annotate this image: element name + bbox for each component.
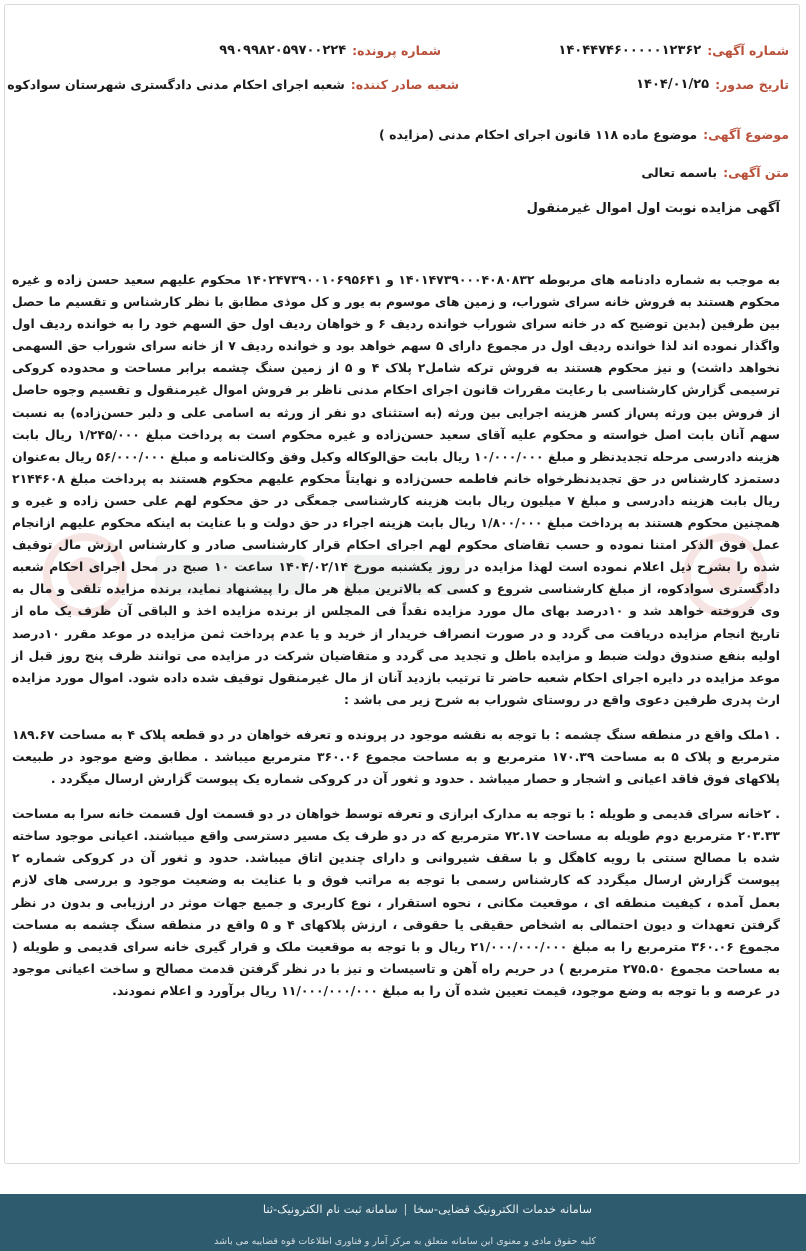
notice-card <box>4 4 800 1164</box>
footer-separator: | <box>403 1202 408 1216</box>
issuing-branch-value: شعبه اجرای احکام مدنی دادگستری شهرستان سوادکوه <box>7 77 345 92</box>
text-label: متن آگهی: <box>723 165 789 180</box>
case-number-label: شماره پرونده: <box>352 43 441 58</box>
notice-number-value: ۱۴۰۴۴۷۴۶۰۰۰۰۰۱۲۳۶۲ <box>558 43 702 58</box>
subject-value: موضوع ماده ۱۱۸ قانون اجرای احکام مدنی (مزایده ) <box>379 127 698 142</box>
footer <box>0 1194 806 1251</box>
issue-date-value: ۱۴۰۴/۰۱/۲۵ <box>636 77 710 92</box>
text-intro: باسمه تعالی <box>641 165 718 180</box>
case-number-row <box>219 43 441 58</box>
issue-date-label: تاریخ صدور: <box>715 77 789 92</box>
subject-row <box>379 127 789 142</box>
case-number-value: ۹۹۰۹۹۸۲۰۵۹۷۰۰۲۲۴ <box>219 43 347 58</box>
issuing-branch-row <box>7 77 459 92</box>
document-title: آگهی مزایده نوبت اول اموال غیرمنقول <box>526 201 780 216</box>
notice-number-row <box>558 43 789 58</box>
subject-label: موضوع آگهی: <box>703 127 789 142</box>
document-body <box>12 269 780 1002</box>
footer-link-sakha[interactable]: سامانه خدمات الکترونیک قضایی-سخا <box>413 1202 592 1216</box>
text-row <box>641 165 789 180</box>
footer-link-sana[interactable]: سامانه ثبت نام الکترونیک-ثنا <box>262 1202 398 1216</box>
main-paragraph: به موجب به شماره دادنامه های مربوطه ۱۴۰۱۴۷۳۹۰۰۰۴۰۸۰۸۳۲ و ۱۴۰۲۴۷۳۹۰۰۱۰۶۹۵۶۴۱ محکوم علیهم سعید حسن زاده و غیره محکوم هستند به فروش خانه سرای شوراب، و زمین های موسوم به یور و کل موذی مطابق با نظر کارشناس و تقسیم ما حصل بین طرفین (بدین توضیح که در خانه سرای شوراب خوانده ردیف ۶ و خواهان ردیف اول حق السهم خود را به خوانده ردیف اول واگذار نموده اند لذا خوانده ردیف اول در مجموع دارای ۵ سهم خواهد بود و خوانده ردیف ۷ از خانه سرای شوراب حق السهمی نخواهد داشت) و نیز محکوم هستند به فروش ترکه شامل۲ پلاک ۴ و ۵ از زمین سنگ چشمه برابر مساحت و محدوده کروکی ترسیمی گزارش کارشناسی با رعایت مقررات قانون اجرای احکام مدنی ناظر بر فروش اموال غیرمنقول و تقسیم وجوه حاصل از فروش بین ورثه پس‌از کسر هزینه اجرایی بین ورثه (به استثنای دو نفر از ورثه به اسامی علی و دلبر حسن‌زاده) به نسبت سهم آنان بابت اصل خواسته و محکوم علیه آقای سعید حسن‌زاده و غیره محکوم است به پرداخت مبلغ ۱/۲۴۵/۰۰۰ ریال بابت هزینه دادرسی مرحله تجدیدنظر و مبلغ ۱۰/۰۰۰/۰۰۰ ریال بابت حق‌الوکاله وکیل وفق وکالت‌نامه و مبلغ ۵۶/۰۰۰/۰۰۰ ریال به‌عنوان دستمزد کارشناس در حق تجدیدنظرخواه خانم فاطمه حسن‌زاده و نهایتاً محکوم علیهم محکوم هستند به پرداخت مبلغ ۲۱۴۴۶۰۸ ریال بابت هزینه دادرسی و مبلغ ۷ میلیون ریال بابت هزینه کارشناسی جمعگی در حق محکوم لهم علی حسن زاده و غیره و همچنین محکوم هستند به پرداخت مبلغ ۱/۸۰۰/۰۰۰ ریال بابت هزینه اجراء در حق دولت و با عنایت به اینکه محکوم علیهم ازانجام عمل فوق الذکر امتنا نموده و حسب تقاضای محکوم لهم اجرای احکام قرار کارشناسی صادر و کارشناس ارزش مال توقیف شده را بشرح ذیل اعلام نموده است لهذا مزایده در روز یکشنبه مورخ ۱۴۰۴/۰۲/۱۴ ساعت ۱۰ صبح در محل اجرای احکام شعبه دادگستری سوادکوه، از مبلغ کارشناسی شروع و کسی که بالاترین مبلغ هر مال را پیشنهاد نماید، برنده مزایده تلقی و مال به وی فروخته خواهد شد و ۱۰درصد بهای مال مورد مزایده نقداً فی المجلس از برنده مزایده اخذ و الباقی آن ظرف یک ماه از تاریخ انجام مزایده دریافت می گردد و در صورت انصراف خریدار از خرید و یا عدم پرداخت ثمن مزایده در موعد مقرر ۱۰درصد اولیه بنفع صندوق دولت ضبط و مزایده باطل و تجدید می گردد و متقاضیان شرکت در مزایده می توانند ظرف پنج روز قبل از موعد مزایده در دایره اجرای احکام شعبه حاضر تا ترتیب بازدید آنان از مال غیرمنقول توقیف شده داده شود. اموال مورد مزایده ارث پدری طرفین دعوی واقع در روستای شوراب به شرح زیر می باشد : <box>12 272 780 707</box>
issue-date-row <box>636 77 789 92</box>
notice-number-label: شماره آگهی: <box>707 43 789 58</box>
property-item-2: . ۲خانه سرای قدیمی و طویله : با توجه به مدارک ابرازی و تعرفه توسط خواهان در دو قسمت اول قسمت خانه سرا به مساحت ۲۰۳.۳۳ مترمربع دوم طویله به مساحت ۷۲.۱۷ مترمربع که در دو طرف یک مسیر دسترسی واقع میباشند. اعیانی موجود ساخته شده با مصالح سنتی با رویه کاهگل و با سقف شیروانی و دارای چندین اتاق میباشد. حدود و ثغور آن در کروکی شماره ۲ پیوست گزارش ارسال میگردد که کارشناس رسمی با توجه به مراتب فوق و با عنایت به وضعیت موجود و بررسی های لازم بعمل آمده ، کیفیت منطقه ای ، موقعیت مکانی ، نحوه استقرار ، نوع کاربری و جمیع جهات موثر در ارزیابی و بدون در نظر گرفتن تعهدات و دیون احتمالی به اشخاص حقیقی یا حقوقی ، ارزش پلاکهای ۴ و ۵ واقع در منطقه سنگ چشمه به مساحت مجموع ۳۶۰.۰۶ مترمربع را به مبلغ ۲۱/۰۰۰/۰۰۰/۰۰۰ ریال و با توجه به موقعیت ملک و قرار گیری خانه سرای قدیمی و طویله ( به مساحت مجموع ۲۷۵.۵۰ مترمربع ) در حریم راه آهن و تاسیسات و نیز با در نظر گرفتن قدمت مصالح و ساخت اعیانی موجود در عرصه و با توجه به وضع موجود، قیمت تعیین شده آن را به مبلغ ۱۱/۰۰۰/۰۰۰/۰۰۰ ریال برآورد و اعلام نمودند. <box>12 806 781 998</box>
issuing-branch-label: شعبه صادر کننده: <box>350 77 459 92</box>
footer-links <box>263 1202 592 1216</box>
property-item-1: . ۱ملک واقع در منطقه سنگ چشمه : با توجه به نقشه موجود در پرونده و تعرفه خواهان در دو قطعه پلاک ۴ به مساحت ۱۸۹.۶۷ مترمربع و پلاک ۵ به مساحت ۱۷۰.۳۹ مترمربع و به مساحت مجموع ۳۶۰.۰۶ مترمربع میباشد . مطابق وضع موجود در طبیعت پلاکهای فوق فاقد اعیانی و اشجار و حصار میباشد . حدود و ثغور آن در کروکی شماره یک پیوست گزارش ارسال میگردد . <box>12 726 780 787</box>
footer-copyright: کلیه حقوق مادی و معنوی این سامانه متعلق به مرکز آمار و فناوری اطلاعات قوه قضاییه می باشد <box>214 1236 596 1247</box>
